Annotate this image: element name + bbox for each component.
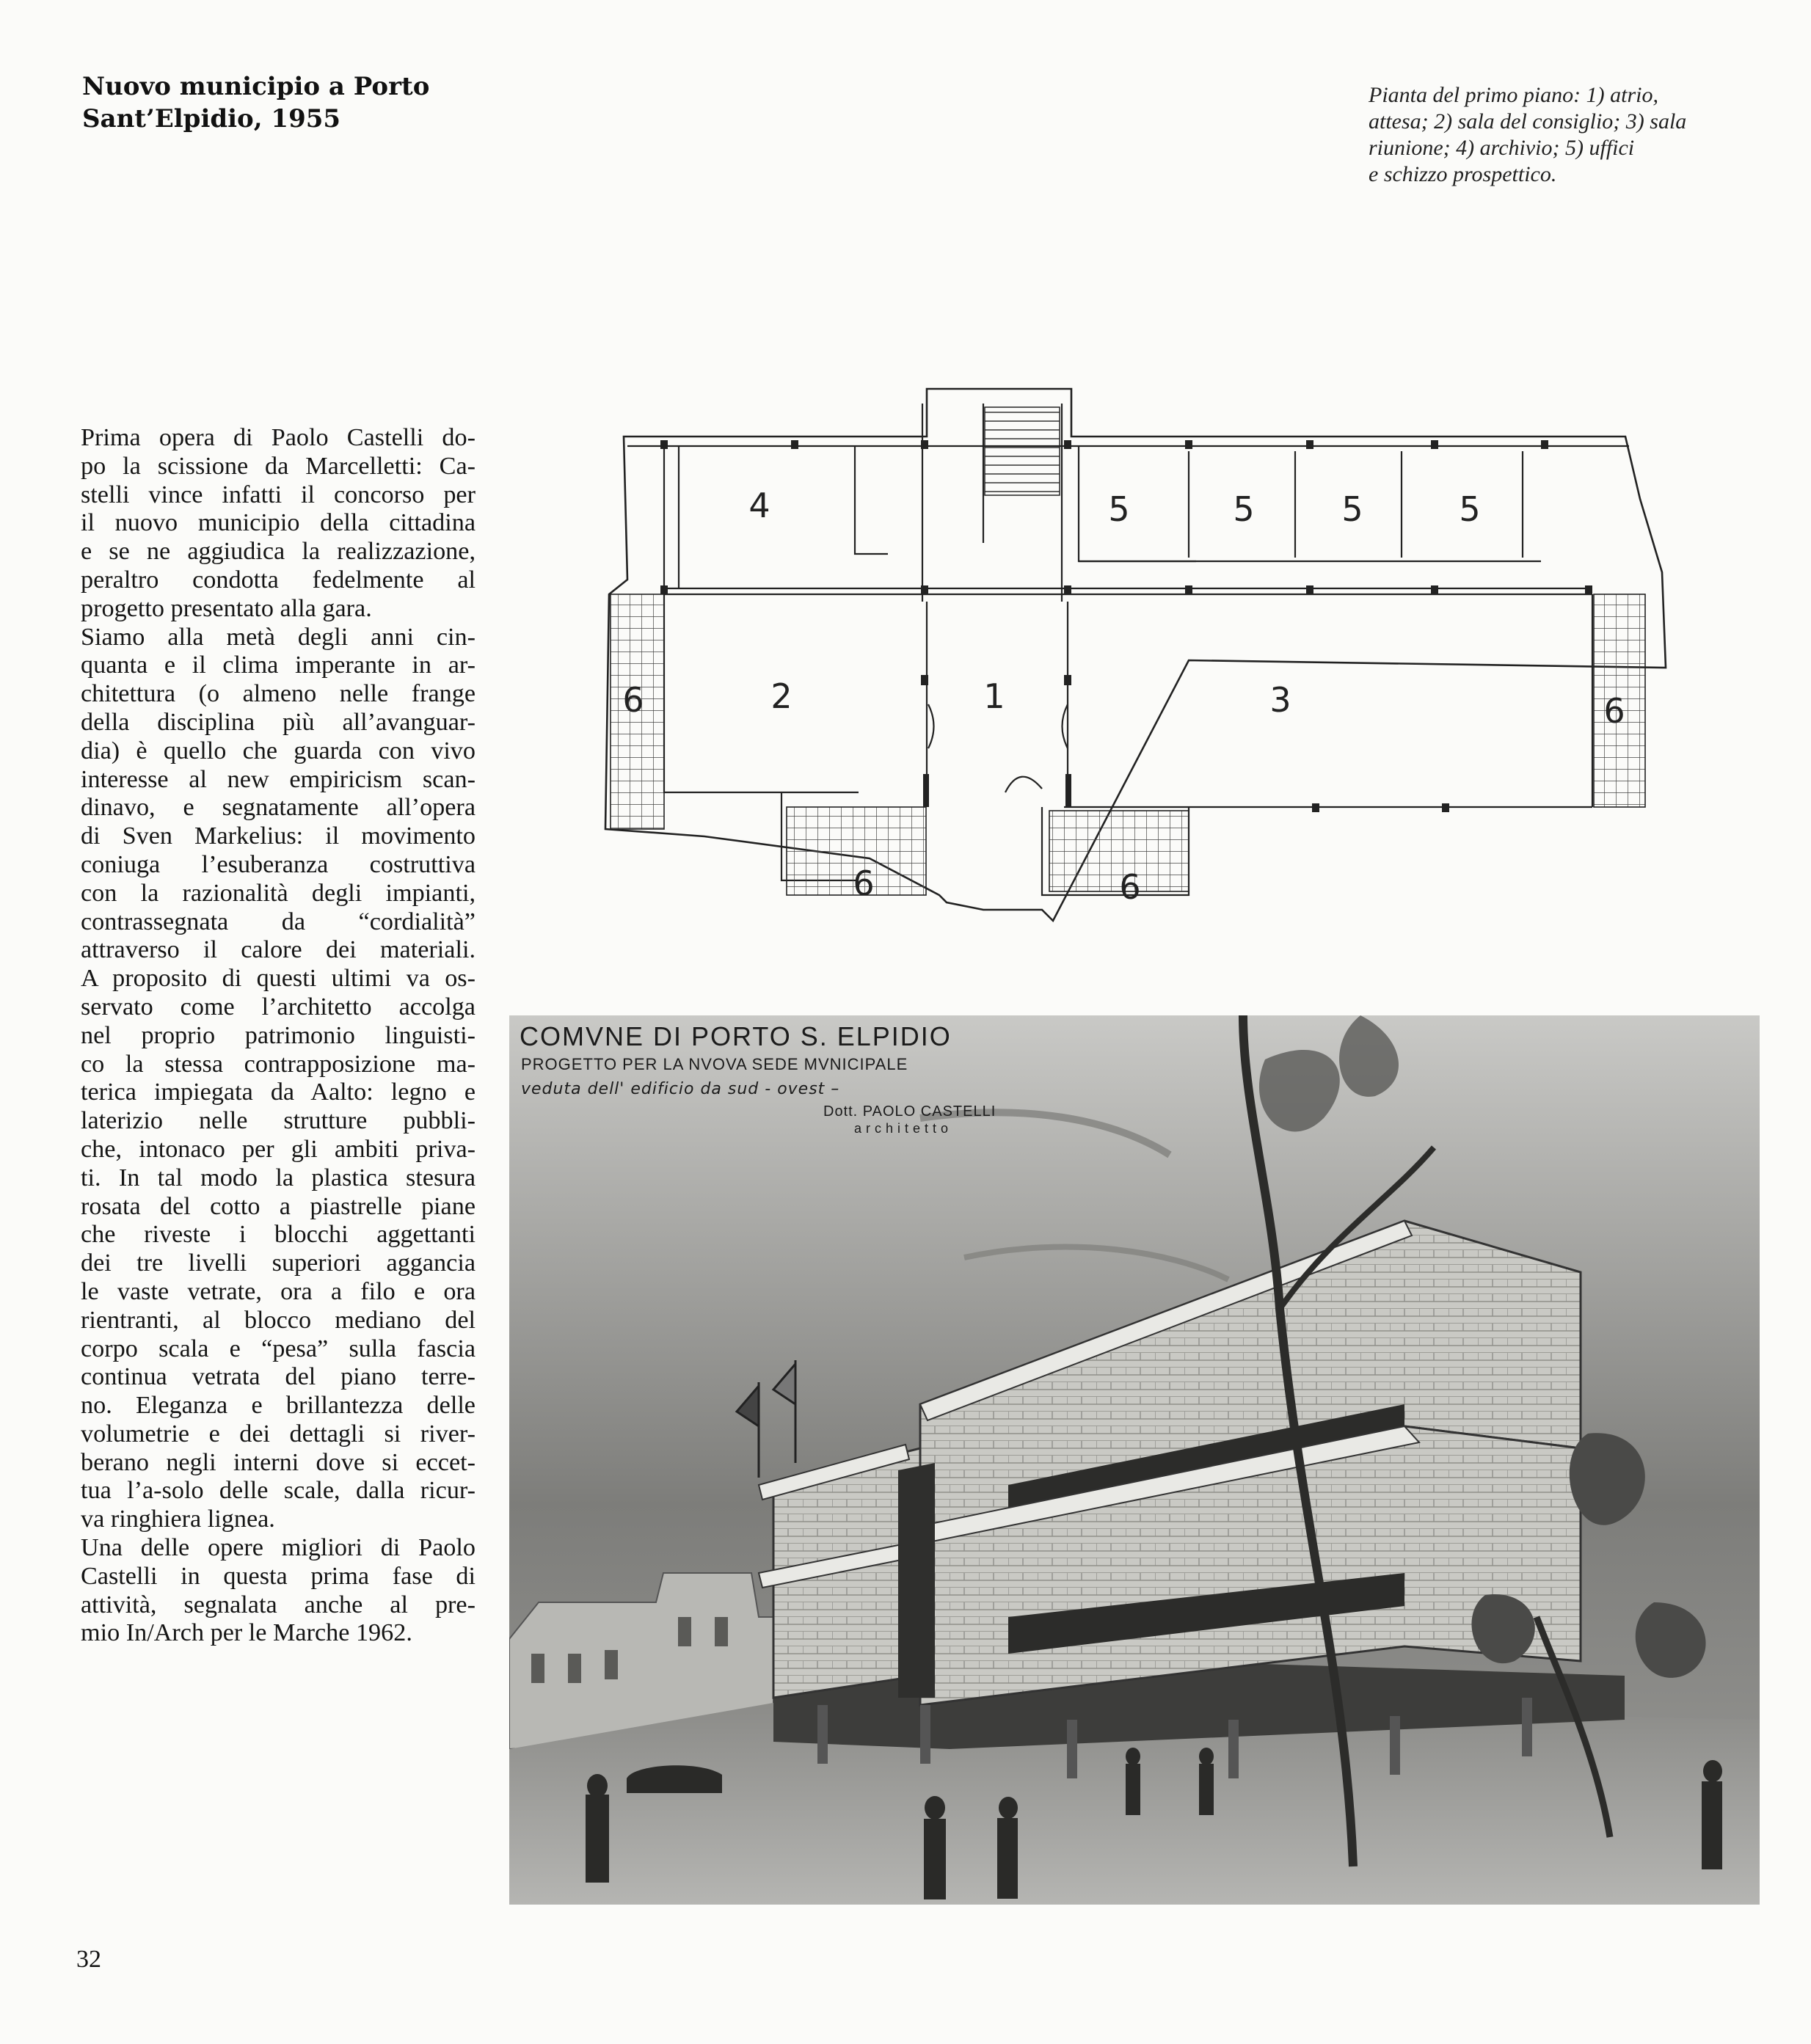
body-text-line: e se ne aggiudica la realizzazione,: [81, 538, 475, 566]
plan-label-room-1: 1: [983, 676, 1005, 716]
body-text-line: stelli vince infatti il concorso per: [81, 481, 475, 508]
body-text-line: peraltro condotta fedelmente al: [81, 566, 475, 594]
title-line-2: Sant’Elpidio, 1955: [82, 104, 341, 134]
body-text-line: Siamo alla metà degli anni cin-: [81, 623, 475, 651]
plan-label-room-6-bottom-left: 6: [853, 864, 875, 903]
body-text-line: Prima opera di Paolo Castelli do-: [81, 424, 475, 451]
body-text-line: servato come l’architetto accolga: [81, 993, 475, 1021]
body-text-line: che riveste i blocchi aggettanti: [81, 1221, 475, 1249]
body-text-line: di Sven Markelius: il movimento: [81, 822, 475, 850]
body-text-line: attraverso il calore dei materiali.: [81, 936, 475, 964]
body-text-line: A proposito di questi ultimi va os-: [81, 965, 475, 993]
body-text-line: attività, segnalata anche al pre-: [81, 1591, 475, 1618]
plan-label-room-5b: 5: [1233, 489, 1255, 529]
body-text-line: dia) è quello che guarda con vivo: [81, 737, 475, 764]
plan-label-room-6-right: 6: [1603, 691, 1625, 731]
plan-label-room-2: 2: [770, 676, 792, 716]
plan-label-room-6-bottom-right: 6: [1119, 867, 1141, 907]
body-text-line: laterizio nelle strutture pubbli-: [81, 1107, 475, 1135]
article-title: [82, 70, 493, 135]
title-line-1: Nuovo municipio a Porto: [82, 72, 430, 101]
body-text-line: rosata del cotto a piastrelle piane: [81, 1192, 475, 1220]
body-text-line: volumetrie e dei dettagli si river-: [81, 1420, 475, 1448]
body-text-line: dinavo, e segnatamente all’opera: [81, 794, 475, 822]
body-text-line: con la razionalità degli impianti,: [81, 879, 475, 907]
body-text-line: berano negli interni dove si eccet-: [81, 1448, 475, 1476]
body-text-line: corpo scala e “pesa” sulla fascia: [81, 1335, 475, 1362]
body-text-line: tua l’a-solo delle scale, dalla ricur-: [81, 1477, 475, 1505]
sketch-view-note: veduta dell' edificio da sud - ovest –: [521, 1080, 840, 1098]
body-text-line: rientranti, al blocco mediano del: [81, 1306, 475, 1334]
body-text-line: nel proprio patrimonio linguisti-: [81, 1021, 475, 1049]
plan-label-room-5c: 5: [1341, 489, 1363, 529]
sketch-project-title: PROGETTO PER LA NVOVA SEDE MVNICIPALE: [521, 1055, 908, 1073]
body-text-line: po la scissione da Marcelletti: Ca-: [81, 452, 475, 480]
floor-plan-drawing: [594, 382, 1673, 954]
plan-label-room-5a: 5: [1108, 489, 1130, 529]
body-text-line: chitettura (o almeno nelle frange: [81, 680, 475, 708]
body-text-line: dei tre livelli superiori aggancia: [81, 1249, 475, 1277]
body-text-line: terica impiegata da Aalto: legno e: [81, 1078, 475, 1106]
caption-line-4: e schizzo prospettico.: [1369, 162, 1557, 186]
caption-line-1: Pianta del primo piano: 1) atrio,: [1369, 83, 1658, 107]
body-text-line: interesse al new empiricism scan-: [81, 765, 475, 793]
caption-line-2: attesa; 2) sala del consiglio; 3) sala: [1369, 109, 1687, 134]
figure-caption: [1369, 82, 1750, 188]
sketch-author-role: architetto: [854, 1121, 953, 1136]
page-number: 32: [76, 1946, 101, 1973]
body-text-line: della disciplina più all’avanguar-: [81, 708, 475, 736]
plan-label-room-5d: 5: [1459, 489, 1481, 529]
body-text-line: Una delle opere migliori di Paolo: [81, 1534, 475, 1562]
body-text-line: le vaste vetrate, ora a filo e ora: [81, 1277, 475, 1305]
body-text-line: no. Eleganza e brillantezza delle: [81, 1392, 475, 1420]
sketch-drawing: [509, 1015, 1760, 1905]
caption-line-3: riunione; 4) archivio; 5) uffici: [1369, 136, 1635, 160]
body-text-line: co la stessa contrapposizione ma-: [81, 1050, 475, 1078]
body-text-line: ti. In tal modo la plastica stesura: [81, 1164, 475, 1191]
sketch-author: Dott. PAOLO CASTELLI: [823, 1103, 996, 1120]
body-text-line: continua vetrata del piano terre-: [81, 1363, 475, 1391]
sketch-heading: COMVNE DI PORTO S. ELPIDIO: [520, 1021, 952, 1051]
body-text-line: quanta e il clima imperante in ar-: [81, 651, 475, 679]
body-text-line: contrassegnata da “cordialità”: [81, 908, 475, 935]
perspective-sketch: [509, 1015, 1760, 1905]
body-text-line: il nuovo municipio della cittadina: [81, 509, 475, 537]
body-text-line: coniuga l’esuberanza costruttiva: [81, 850, 475, 878]
plan-label-room-4: 4: [748, 486, 770, 525]
body-text-line: va ringhiera lignea.: [81, 1505, 275, 1533]
plan-label-room-3: 3: [1269, 680, 1291, 720]
body-text-line: progetto presentato alla gara.: [81, 594, 372, 622]
body-text-line: che, intonaco per gli ambiti priva-: [81, 1135, 475, 1163]
body-text-line: Castelli in questa prima fase di: [81, 1562, 475, 1590]
plan-label-room-6-left: 6: [622, 680, 644, 720]
body-text-column: [81, 424, 475, 1648]
body-text-line: mio In/Arch per le Marche 1962.: [81, 1619, 412, 1647]
